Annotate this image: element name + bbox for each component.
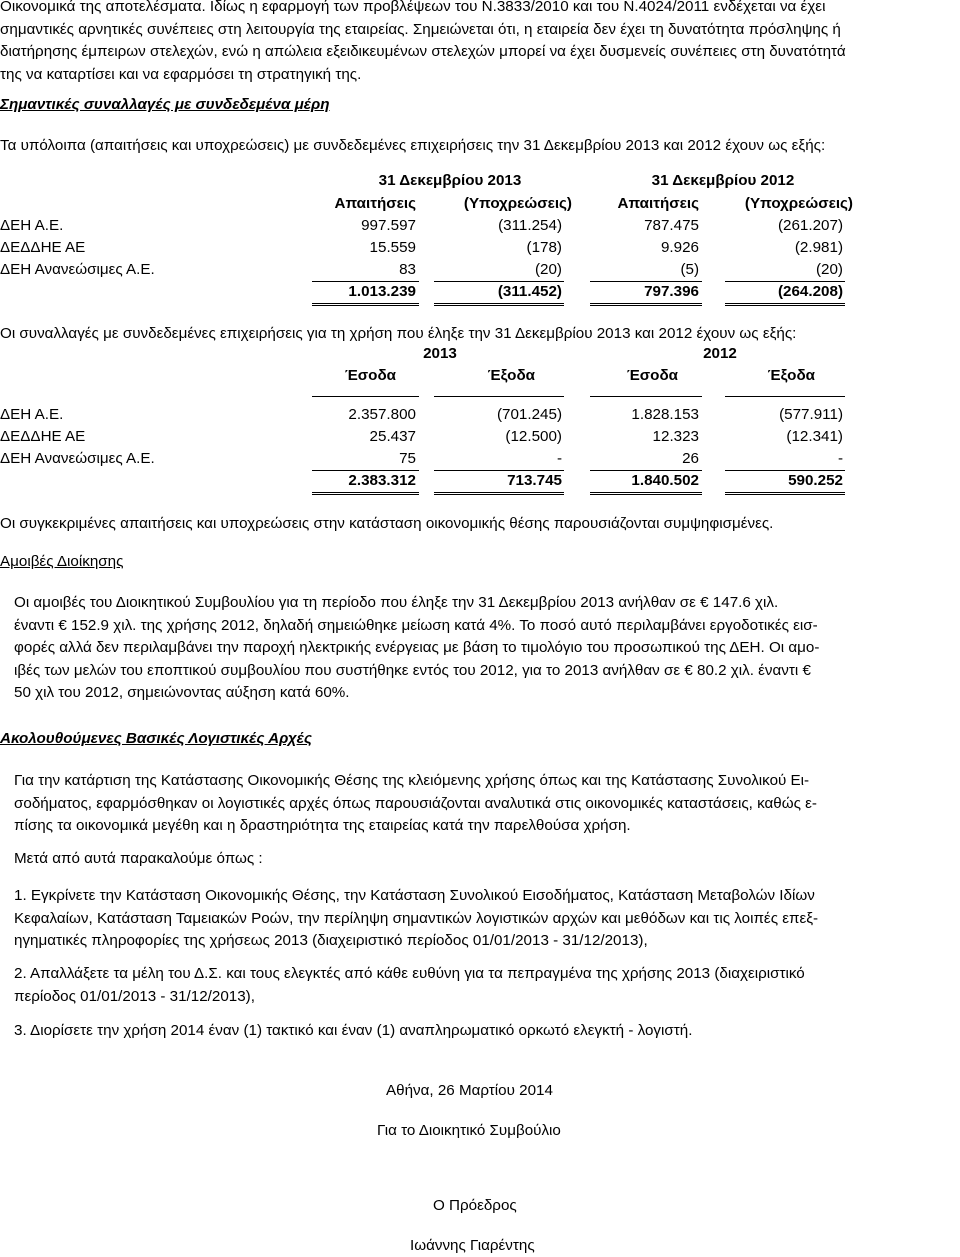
remuneration-line: έναντι € 152.9 χιλ. της χρήσης 2012, δηλαδή σημειώθηκε μείωση κατά 4%. Το ποσό αυτό περιλαμβάνει εργοδοτικές εισ- xyxy=(14,616,818,634)
divider xyxy=(434,470,564,471)
balances-intro: Τα υπόλοιπα (απαιτήσεις και υποχρεώσεις) με συνδεδεμένες επιχειρήσεις την 31 Δεκεμβρίου 2013 και 2012 έχουν ως εξής: xyxy=(0,137,826,154)
policies-line: Για την κατάρτιση της Κατάστασης Οικονομικής Θέσης της κλειόμενης χρήσης όπως και της Κατάστασης Συνολικού Ει- xyxy=(14,772,810,789)
table-row: ΔΕΗ Α.Ε. 2.357.800 (701.245) 1.828.153 (577.911) xyxy=(0,406,843,423)
col-receivables-2012: Απαιτήσεις xyxy=(617,195,699,212)
divider xyxy=(590,303,702,306)
divider xyxy=(725,281,845,282)
col-payables-2013: (Υποχρεώσεις) xyxy=(463,195,572,212)
transactions-year-header xyxy=(0,345,960,367)
offset-note: Οι συγκεκριμένες απαιτήσεις και υποχρεώσεις στην κατάσταση οικονομικής θέσης παρουσιάζονται συμψηφισμένες. xyxy=(0,515,774,532)
related-parties-heading: Σημαντικές συναλλαγές με συνδεδεμένα μέρη xyxy=(0,96,330,113)
intro-paragraph xyxy=(0,0,956,86)
table-row: ΔΕΔΔΗΕ ΑΕ 15.559 (178) 9.926 (2.981) xyxy=(0,239,843,256)
table-row: ΔΕΔΔΗΕ ΑΕ 25.437 (12.500) 12.323 (12.341) xyxy=(0,428,843,445)
table-row: ΔΕΗ Ανανεώσιμες Α.Ε. 83 (20) (5) (20) xyxy=(0,261,843,278)
transactions-intro: Οι συναλλαγές με συνδεδεμένες επιχειρήσεις για τη χρήση που έληξε την 31 Δεκεμβρίου 2013 και 2012 έχουν ως εξής: xyxy=(0,325,797,342)
policies-line: πίσης τα οικονομικά μεγέθη και η δραστηριότητα της εταιρείας κατά την παρελθούσα χρήση. xyxy=(14,817,631,834)
period-2013-label: 31 Δεκεμβρίου 2013 xyxy=(378,172,522,189)
remuneration-heading: Αμοιβές Διοίκησης xyxy=(0,553,124,570)
year-2013-label: 2013 xyxy=(423,345,457,362)
remuneration-line: 50 χιλ του 2012, σημειώνοντας αύξηση κατά 60%. xyxy=(14,684,350,701)
divider xyxy=(725,396,845,397)
table-row: ΔΕΗ Ανανεώσιμες Α.Ε. 75 - 26 - xyxy=(0,450,843,467)
divider xyxy=(590,281,702,282)
divider xyxy=(590,470,702,471)
totals-row: 1.013.239 (311.452) 797.396 (264.208) xyxy=(348,283,843,300)
divider xyxy=(725,492,845,495)
balances-period-header xyxy=(0,172,960,194)
policies-heading: Ακολουθούμενες Βασικές Λογιστικές Αρχές xyxy=(0,730,312,747)
divider xyxy=(434,396,564,397)
col-expense-2012: Έξοδα xyxy=(767,367,815,384)
remuneration-line: ιβές των μελών του εποπτικού συμβουλίου που συστήθηκε εντός του 2012, για το 2013 ανήλθαν σε € 80.2 χιλ. έναντι € xyxy=(14,661,811,679)
period-2012-label: 31 Δεκεμβρίου 2012 xyxy=(651,172,795,189)
chairman-role: Ο Πρόεδρος xyxy=(433,1197,517,1214)
intro-line: της να καταρτίσει και να εφαρμόσει τη στρατηγική της. xyxy=(0,65,362,83)
year-2012-label: 2012 xyxy=(703,345,737,362)
transactions-table xyxy=(0,345,960,495)
intro-line: σημαντικές αρνητικές συνέπειες στη λειτουργία της εταιρείας. Σημειώνεται ότι, η εταιρεία δεν έχει τη δυνατότητα πρόσληψης ή xyxy=(0,20,841,38)
divider xyxy=(725,303,845,306)
intro-line: Οικονομικά της αποτελέσματα. Ιδίως η εφαρμογή των προβλέψεων του Ν.3833/2010 και του Ν.4024/2011 ενδέχεται να έχει xyxy=(0,0,826,15)
resolution-item-3: 3. Διορίσετε την χρήση 2014 έναν (1) τακτικό και έναν (1) αναπληρωματικό ορκωτό ελεγκτή - λογιστή. xyxy=(14,1022,693,1039)
divider xyxy=(312,303,419,306)
remuneration-line: Οι αμοιβές του Διοικητικού Συμβουλίου για τη περίοδο που έληξε την 31 Δεκεμβρίου 2013 ανήλθαν σε € 147.6 χιλ. xyxy=(14,594,779,611)
place-date: Αθήνα, 26 Μαρτίου 2014 xyxy=(386,1082,553,1099)
balances-column-header xyxy=(0,195,960,217)
resolution-item-1: 1. Εγκρίνετε την Κατάσταση Οικονομικής Θέσης, την Κατάσταση Συνολικού Εισοδήματος, Κατάσταση Μεταβολών Ιδίων Κεφαλαίων, Κατάσταση Ταμειακών Ροών, την περίληψη σημαντικών λογιστικών αρχών και μεθόδων και τις λοιπές επεξ- ηγηματικές πληροφορίες της χρήσεως 2013 (διαχειριστικό περίοδος 01/01/2013 - 31/12/2013), xyxy=(14,887,819,949)
divider xyxy=(312,470,419,471)
totals-row: 2.383.312 713.745 1.840.502 590.252 xyxy=(348,472,843,489)
policies-paragraph xyxy=(14,770,956,838)
col-payables-2012: (Υποχρεώσεις) xyxy=(744,195,853,212)
transactions-column-header xyxy=(0,367,960,389)
divider xyxy=(312,281,419,282)
divider xyxy=(590,396,702,397)
policies-line: σοδήματος, εφαρμόσθηκαν οι λογιστικές αρχές όπως παρουσιάζονται αναλυτικά στις οικονομικές καταστάσεις, καθώς ε- xyxy=(14,794,817,812)
remuneration-line: φορές αλλά δεν περιλαμβάνει την παροχή ηλεκτρικής ενέργειας με βάση το τιμολόγιο του προσωπικού της ΔΕΗ. Οι αμο- xyxy=(14,639,820,656)
col-receivables-2013: Απαιτήσεις xyxy=(334,195,416,212)
col-income-2013: Έσοδα xyxy=(344,367,396,384)
divider xyxy=(312,492,419,495)
table-row: ΔΕΗ Α.Ε. 997.597 (311.254) 787.475 (261.207) xyxy=(0,217,843,234)
request-text: Μετά από αυτά παρακαλούμε όπως : xyxy=(14,850,263,867)
remuneration-paragraph xyxy=(14,592,956,705)
col-income-2012: Έσοδα xyxy=(626,367,678,384)
resolution-item-2: 2. Απαλλάξετε τα μέλη του Δ.Σ. και τους ελεγκτές από κάθε ευθύνη για τα πεπραγμένα της χρήσης 2013 (διαχειριστικό περίοδος 01/01/2013 - 31/12/2013), xyxy=(14,965,805,1005)
divider xyxy=(725,470,845,471)
chairman-name: Ιωάννης Γιαρέντης xyxy=(410,1237,535,1254)
col-expense-2013: Έξοδα xyxy=(487,367,535,384)
divider xyxy=(434,492,564,495)
balances-table xyxy=(0,172,960,302)
divider xyxy=(434,281,564,282)
divider xyxy=(590,492,702,495)
divider xyxy=(434,303,564,306)
divider xyxy=(312,396,419,397)
intro-line: διατήρησης έμπειρων στελεχών, ενώ η απώλεια εξειδικευμένων στελεχών μπορεί να έχει δυσμενείς συνέπειες στη δυνατότητά xyxy=(0,43,846,60)
board-label: Για το Διοικητικό Συμβούλιο xyxy=(377,1122,561,1139)
